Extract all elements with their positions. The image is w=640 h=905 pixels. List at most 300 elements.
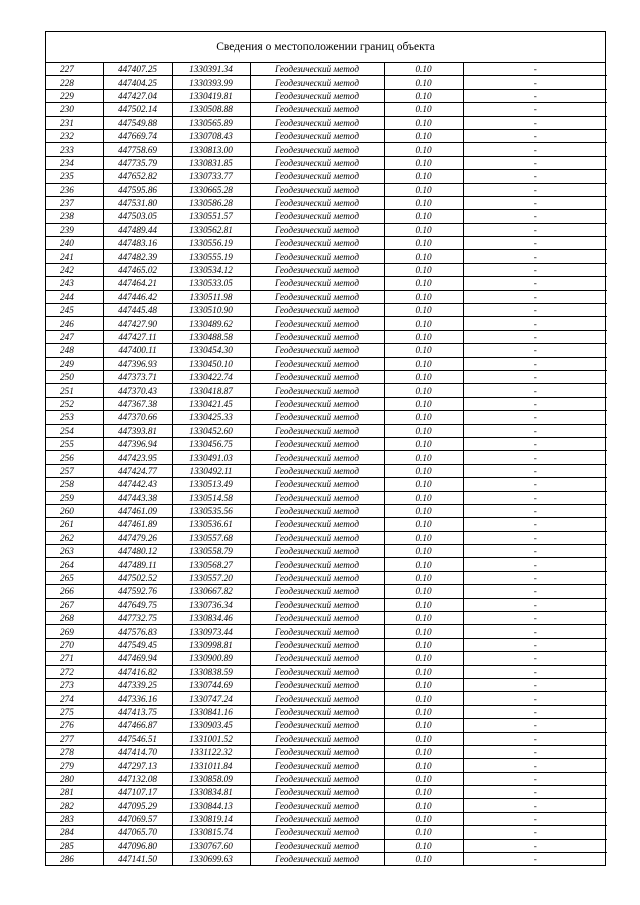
accuracy-cell: 0.10 [384,719,463,732]
accuracy-cell: 0.10 [384,705,463,718]
description-cell: - [463,732,607,745]
accuracy-cell: 0.10 [384,196,463,209]
accuracy-cell: 0.10 [384,437,463,450]
description-cell: - [463,437,607,450]
method-cell: Геодезический метод [250,277,384,290]
y-coordinate-cell: 1330733.77 [172,170,250,183]
x-coordinate-cell: 447424.77 [103,464,172,477]
description-cell: - [463,196,607,209]
method-cell: Геодезический метод [250,853,384,866]
table-row [46,652,607,665]
point-number-cell: 286 [46,853,103,866]
point-number-cell: 281 [46,786,103,799]
table-row [46,491,607,504]
y-coordinate-cell: 1330998.81 [172,638,250,651]
method-cell: Геодезический метод [250,678,384,691]
description-cell: - [463,357,607,370]
x-coordinate-cell: 447336.16 [103,692,172,705]
y-coordinate-cell: 1330418.87 [172,384,250,397]
accuracy-cell: 0.10 [384,170,463,183]
method-cell: Геодезический метод [250,692,384,705]
accuracy-cell: 0.10 [384,451,463,464]
point-number-cell: 254 [46,424,103,437]
accuracy-cell: 0.10 [384,772,463,785]
accuracy-cell: 0.10 [384,786,463,799]
point-number-cell: 271 [46,652,103,665]
method-cell: Геодезический метод [250,451,384,464]
accuracy-cell: 0.10 [384,370,463,383]
point-number-cell: 258 [46,478,103,491]
description-cell: - [463,504,607,517]
accuracy-cell: 0.10 [384,478,463,491]
method-cell: Геодезический метод [250,598,384,611]
description-cell: - [463,263,607,276]
method-cell: Геодезический метод [250,196,384,209]
table-row [46,437,607,450]
y-coordinate-cell: 1330834.81 [172,786,250,799]
method-cell: Геодезический метод [250,237,384,250]
method-cell: Геодезический метод [250,210,384,223]
x-coordinate-cell: 447107.17 [103,786,172,799]
x-coordinate-cell: 447367.38 [103,397,172,410]
accuracy-cell: 0.10 [384,89,463,102]
point-number-cell: 265 [46,571,103,584]
point-number-cell: 282 [46,799,103,812]
point-number-cell: 264 [46,558,103,571]
description-cell: - [463,745,607,758]
y-coordinate-cell: 1331122.32 [172,745,250,758]
accuracy-cell: 0.10 [384,384,463,397]
description-cell: - [463,652,607,665]
point-number-cell: 245 [46,304,103,317]
x-coordinate-cell: 447297.13 [103,759,172,772]
table-row [46,571,607,584]
x-coordinate-cell: 447549.88 [103,116,172,129]
description-cell: - [463,625,607,638]
y-coordinate-cell: 1330536.61 [172,518,250,531]
x-coordinate-cell: 447445.48 [103,304,172,317]
description-cell: - [463,89,607,102]
table-row [46,183,607,196]
point-number-cell: 263 [46,545,103,558]
x-coordinate-cell: 447595.86 [103,183,172,196]
y-coordinate-cell: 1330551.57 [172,210,250,223]
table-row [46,464,607,477]
x-coordinate-cell: 447464.21 [103,277,172,290]
y-coordinate-cell: 1330699.63 [172,853,250,866]
x-coordinate-cell: 447096.80 [103,839,172,852]
method-cell: Геодезический метод [250,263,384,276]
point-number-cell: 230 [46,103,103,116]
method-cell: Геодезический метод [250,772,384,785]
x-coordinate-cell: 447393.81 [103,424,172,437]
accuracy-cell: 0.10 [384,317,463,330]
y-coordinate-cell: 1330491.03 [172,451,250,464]
x-coordinate-cell: 447095.29 [103,799,172,812]
point-number-cell: 262 [46,531,103,544]
accuracy-cell: 0.10 [384,625,463,638]
description-cell: - [463,277,607,290]
accuracy-cell: 0.10 [384,612,463,625]
accuracy-cell: 0.10 [384,397,463,410]
y-coordinate-cell: 1330834.46 [172,612,250,625]
description-cell: - [463,451,607,464]
table-row [46,411,607,424]
accuracy-cell: 0.10 [384,665,463,678]
description-cell: - [463,571,607,584]
point-number-cell: 232 [46,129,103,142]
table-row [46,558,607,571]
y-coordinate-cell: 1330452.60 [172,424,250,437]
y-coordinate-cell: 1330831.85 [172,156,250,169]
method-cell: Геодезический метод [250,411,384,424]
table-row [46,196,607,209]
boundary-points-table [46,63,607,865]
accuracy-cell: 0.10 [384,250,463,263]
point-number-cell: 272 [46,665,103,678]
table-row [46,277,607,290]
x-coordinate-cell: 447502.52 [103,571,172,584]
description-cell: - [463,129,607,142]
point-number-cell: 248 [46,344,103,357]
point-number-cell: 235 [46,170,103,183]
y-coordinate-cell: 1330558.79 [172,545,250,558]
y-coordinate-cell: 1331001.52 [172,732,250,745]
point-number-cell: 266 [46,585,103,598]
point-number-cell: 268 [46,612,103,625]
method-cell: Геодезический метод [250,116,384,129]
x-coordinate-cell: 447427.04 [103,89,172,102]
x-coordinate-cell: 447461.09 [103,504,172,517]
y-coordinate-cell: 1330513.49 [172,478,250,491]
table-row [46,397,607,410]
point-number-cell: 252 [46,397,103,410]
table-row [46,612,607,625]
x-coordinate-cell: 447423.95 [103,451,172,464]
method-cell: Геодезический метод [250,799,384,812]
point-number-cell: 239 [46,223,103,236]
boundary-table-sheet [45,31,606,866]
point-number-cell: 256 [46,451,103,464]
y-coordinate-cell: 1331011.84 [172,759,250,772]
table-row [46,304,607,317]
table-row [46,518,607,531]
description-cell: - [463,853,607,866]
description-cell: - [463,290,607,303]
accuracy-cell: 0.10 [384,156,463,169]
x-coordinate-cell: 447469.94 [103,652,172,665]
table-row [46,531,607,544]
description-cell: - [463,330,607,343]
method-cell: Геодезический метод [250,786,384,799]
accuracy-cell: 0.10 [384,545,463,558]
description-cell: - [463,612,607,625]
y-coordinate-cell: 1330557.20 [172,571,250,584]
x-coordinate-cell: 447373.71 [103,370,172,383]
x-coordinate-cell: 447592.76 [103,585,172,598]
x-coordinate-cell: 447758.69 [103,143,172,156]
description-cell: - [463,304,607,317]
method-cell: Геодезический метод [250,558,384,571]
description-cell: - [463,156,607,169]
method-cell: Геодезический метод [250,424,384,437]
accuracy-cell: 0.10 [384,518,463,531]
x-coordinate-cell: 447427.90 [103,317,172,330]
accuracy-cell: 0.10 [384,464,463,477]
y-coordinate-cell: 1330815.74 [172,826,250,839]
method-cell: Геодезический метод [250,317,384,330]
table-row [46,76,607,89]
method-cell: Геодезический метод [250,732,384,745]
x-coordinate-cell: 447427.11 [103,330,172,343]
x-coordinate-cell: 447531.80 [103,196,172,209]
point-number-cell: 250 [46,370,103,383]
y-coordinate-cell: 1330565.89 [172,116,250,129]
accuracy-cell: 0.10 [384,598,463,611]
x-coordinate-cell: 447396.94 [103,437,172,450]
method-cell: Геодезический метод [250,571,384,584]
method-cell: Геодезический метод [250,223,384,236]
description-cell: - [463,812,607,825]
x-coordinate-cell: 447480.12 [103,545,172,558]
method-cell: Геодезический метод [250,478,384,491]
x-coordinate-cell: 447407.25 [103,63,172,76]
table-row [46,89,607,102]
point-number-cell: 244 [46,290,103,303]
accuracy-cell: 0.10 [384,277,463,290]
table-row [46,745,607,758]
x-coordinate-cell: 447489.11 [103,558,172,571]
y-coordinate-cell: 1330391.34 [172,63,250,76]
table-row [46,585,607,598]
description-cell: - [463,665,607,678]
y-coordinate-cell: 1330813.00 [172,143,250,156]
method-cell: Геодезический метод [250,612,384,625]
table-row [46,384,607,397]
description-cell: - [463,317,607,330]
accuracy-cell: 0.10 [384,799,463,812]
x-coordinate-cell: 447141.50 [103,853,172,866]
method-cell: Геодезический метод [250,437,384,450]
method-cell: Геодезический метод [250,89,384,102]
point-number-cell: 236 [46,183,103,196]
point-number-cell: 279 [46,759,103,772]
description-cell: - [463,531,607,544]
x-coordinate-cell: 447546.51 [103,732,172,745]
description-cell: - [463,63,607,76]
method-cell: Геодезический метод [250,344,384,357]
accuracy-cell: 0.10 [384,638,463,651]
point-number-cell: 229 [46,89,103,102]
accuracy-cell: 0.10 [384,304,463,317]
point-number-cell: 274 [46,692,103,705]
table-row [46,116,607,129]
x-coordinate-cell: 447396.93 [103,357,172,370]
accuracy-cell: 0.10 [384,571,463,584]
x-coordinate-cell: 447649.75 [103,598,172,611]
y-coordinate-cell: 1330900.89 [172,652,250,665]
point-number-cell: 255 [46,437,103,450]
method-cell: Геодезический метод [250,504,384,517]
method-cell: Геодезический метод [250,625,384,638]
description-cell: - [463,223,607,236]
x-coordinate-cell: 447735.79 [103,156,172,169]
description-cell: - [463,786,607,799]
table-row [46,799,607,812]
description-cell: - [463,250,607,263]
description-cell: - [463,170,607,183]
description-cell: - [463,638,607,651]
point-number-cell: 273 [46,678,103,691]
point-number-cell: 251 [46,384,103,397]
accuracy-cell: 0.10 [384,411,463,424]
table-row [46,290,607,303]
point-number-cell: 237 [46,196,103,209]
method-cell: Геодезический метод [250,330,384,343]
x-coordinate-cell: 447652.82 [103,170,172,183]
table-row [46,692,607,705]
method-cell: Геодезический метод [250,304,384,317]
x-coordinate-cell: 447479.26 [103,531,172,544]
x-coordinate-cell: 447339.25 [103,678,172,691]
accuracy-cell: 0.10 [384,223,463,236]
table-row [46,732,607,745]
table-row [46,210,607,223]
accuracy-cell: 0.10 [384,129,463,142]
y-coordinate-cell: 1330534.12 [172,263,250,276]
description-cell: - [463,464,607,477]
x-coordinate-cell: 447489.44 [103,223,172,236]
x-coordinate-cell: 447465.02 [103,263,172,276]
point-number-cell: 233 [46,143,103,156]
x-coordinate-cell: 447576.83 [103,625,172,638]
description-cell: - [463,705,607,718]
table-row [46,665,607,678]
method-cell: Геодезический метод [250,531,384,544]
point-number-cell: 249 [46,357,103,370]
method-cell: Геодезический метод [250,665,384,678]
point-number-cell: 257 [46,464,103,477]
y-coordinate-cell: 1330747.24 [172,692,250,705]
y-coordinate-cell: 1330555.19 [172,250,250,263]
y-coordinate-cell: 1330514.58 [172,491,250,504]
point-number-cell: 267 [46,598,103,611]
accuracy-cell: 0.10 [384,853,463,866]
table-row [46,330,607,343]
x-coordinate-cell: 447069.57 [103,812,172,825]
accuracy-cell: 0.10 [384,210,463,223]
y-coordinate-cell: 1330511.98 [172,290,250,303]
x-coordinate-cell: 447400.11 [103,344,172,357]
table-row [46,678,607,691]
description-cell: - [463,424,607,437]
accuracy-cell: 0.10 [384,103,463,116]
point-number-cell: 261 [46,518,103,531]
y-coordinate-cell: 1330708.43 [172,129,250,142]
method-cell: Геодезический метод [250,143,384,156]
accuracy-cell: 0.10 [384,812,463,825]
y-coordinate-cell: 1330838.59 [172,665,250,678]
y-coordinate-cell: 1330667.82 [172,585,250,598]
accuracy-cell: 0.10 [384,652,463,665]
y-coordinate-cell: 1330422.74 [172,370,250,383]
point-number-cell: 285 [46,839,103,852]
accuracy-cell: 0.10 [384,745,463,758]
table-row [46,344,607,357]
table-row [46,598,607,611]
description-cell: - [463,759,607,772]
description-cell: - [463,692,607,705]
x-coordinate-cell: 447446.42 [103,290,172,303]
description-cell: - [463,839,607,852]
accuracy-cell: 0.10 [384,344,463,357]
point-number-cell: 234 [46,156,103,169]
y-coordinate-cell: 1330533.05 [172,277,250,290]
accuracy-cell: 0.10 [384,263,463,276]
y-coordinate-cell: 1330557.68 [172,531,250,544]
table-row [46,103,607,116]
accuracy-cell: 0.10 [384,491,463,504]
table-row [46,705,607,718]
table-title: Сведения о местоположении границ объекта [46,32,605,63]
method-cell: Геодезический метод [250,719,384,732]
y-coordinate-cell: 1330903.45 [172,719,250,732]
table-row [46,772,607,785]
accuracy-cell: 0.10 [384,237,463,250]
x-coordinate-cell: 447549.45 [103,638,172,651]
description-cell: - [463,799,607,812]
table-row [46,143,607,156]
accuracy-cell: 0.10 [384,759,463,772]
y-coordinate-cell: 1330562.81 [172,223,250,236]
method-cell: Геодезический метод [250,826,384,839]
description-cell: - [463,491,607,504]
x-coordinate-cell: 447370.66 [103,411,172,424]
description-cell: - [463,826,607,839]
description-cell: - [463,143,607,156]
description-cell: - [463,76,607,89]
point-number-cell: 276 [46,719,103,732]
method-cell: Геодезический метод [250,170,384,183]
description-cell: - [463,558,607,571]
y-coordinate-cell: 1330489.62 [172,317,250,330]
method-cell: Геодезический метод [250,103,384,116]
point-number-cell: 243 [46,277,103,290]
method-cell: Геодезический метод [250,76,384,89]
accuracy-cell: 0.10 [384,63,463,76]
point-number-cell: 228 [46,76,103,89]
x-coordinate-cell: 447404.25 [103,76,172,89]
point-number-cell: 253 [46,411,103,424]
y-coordinate-cell: 1330973.44 [172,625,250,638]
description-cell: - [463,210,607,223]
point-number-cell: 283 [46,812,103,825]
y-coordinate-cell: 1330419.81 [172,89,250,102]
description-cell: - [463,585,607,598]
description-cell: - [463,370,607,383]
table-row [46,839,607,852]
description-cell: - [463,183,607,196]
point-number-cell: 231 [46,116,103,129]
table-row [46,156,607,169]
method-cell: Геодезический метод [250,839,384,852]
accuracy-cell: 0.10 [384,692,463,705]
point-number-cell: 269 [46,625,103,638]
table-row [46,478,607,491]
x-coordinate-cell: 447416.82 [103,665,172,678]
description-cell: - [463,411,607,424]
accuracy-cell: 0.10 [384,558,463,571]
